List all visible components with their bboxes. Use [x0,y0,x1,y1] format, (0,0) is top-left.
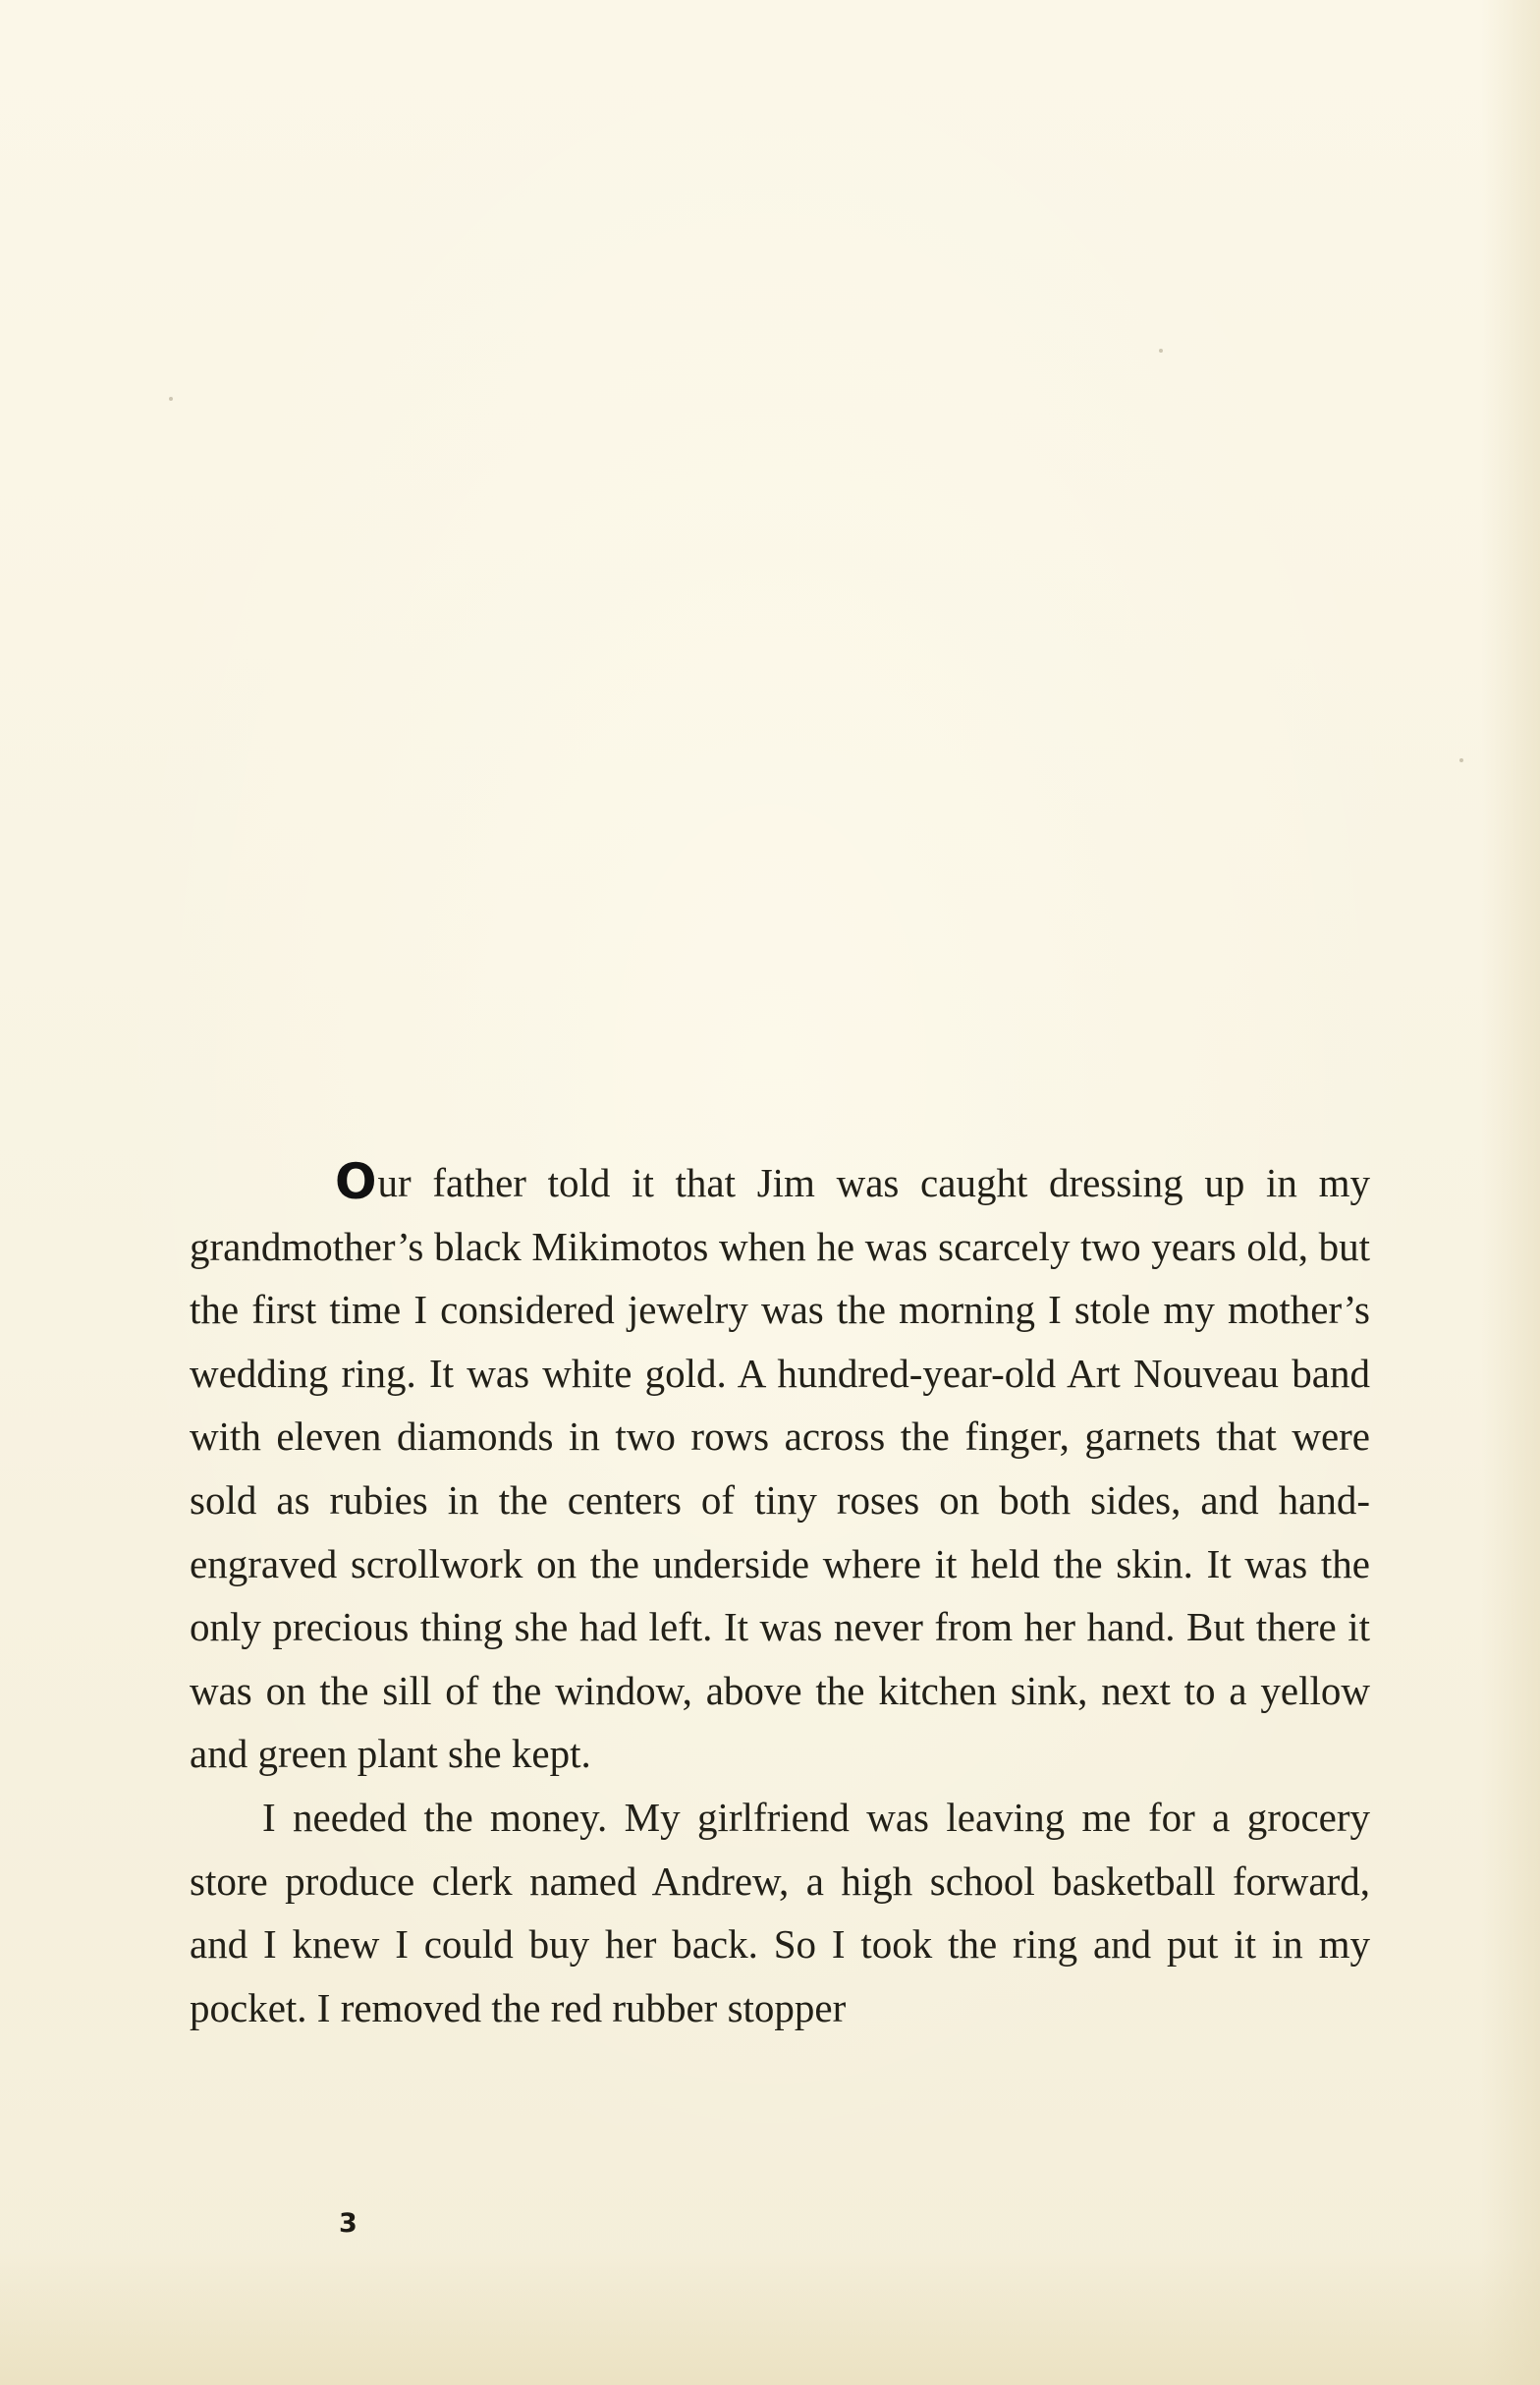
paper-speck [169,397,173,401]
page-number: 3 [339,2208,358,2239]
paper-speck [1459,758,1463,762]
paper-speck [1159,349,1163,353]
paragraph-2-text: I needed the money. My girlfriend was leaving me for a grocery store produce clerk named Andrew, a high school basketball forward, and I knew I could buy her back. So I took the ring and put it in my pocket. I removed the red rubber stopper [190,1794,1370,2030]
body-text [190,1151,1370,2039]
drop-cap-letter: O [335,1153,377,1210]
paragraph-2 [190,1786,1370,2039]
paragraph-1 [190,1151,1370,1786]
paragraph-1-text: ur father told it that Jim was caught dressing up in my grandmother’s black Mikimotos when he was scarcely two years old, but the first time I considered jewelry was the morning I stole my mother’s wedding ring. It was white gold. A hundred-year-old Art Nouveau band with eleven diamonds in two rows across the finger, garnets that were sold as rubies in the centers of tiny roses on both sides, and hand-engraved scrollwork on the underside where it held the skin. It was the only precious thing she had left. It was never from her hand. But there it was on the sill of the window, above the kitchen sink, next to a yellow and green plant she kept. [190,1160,1370,1777]
